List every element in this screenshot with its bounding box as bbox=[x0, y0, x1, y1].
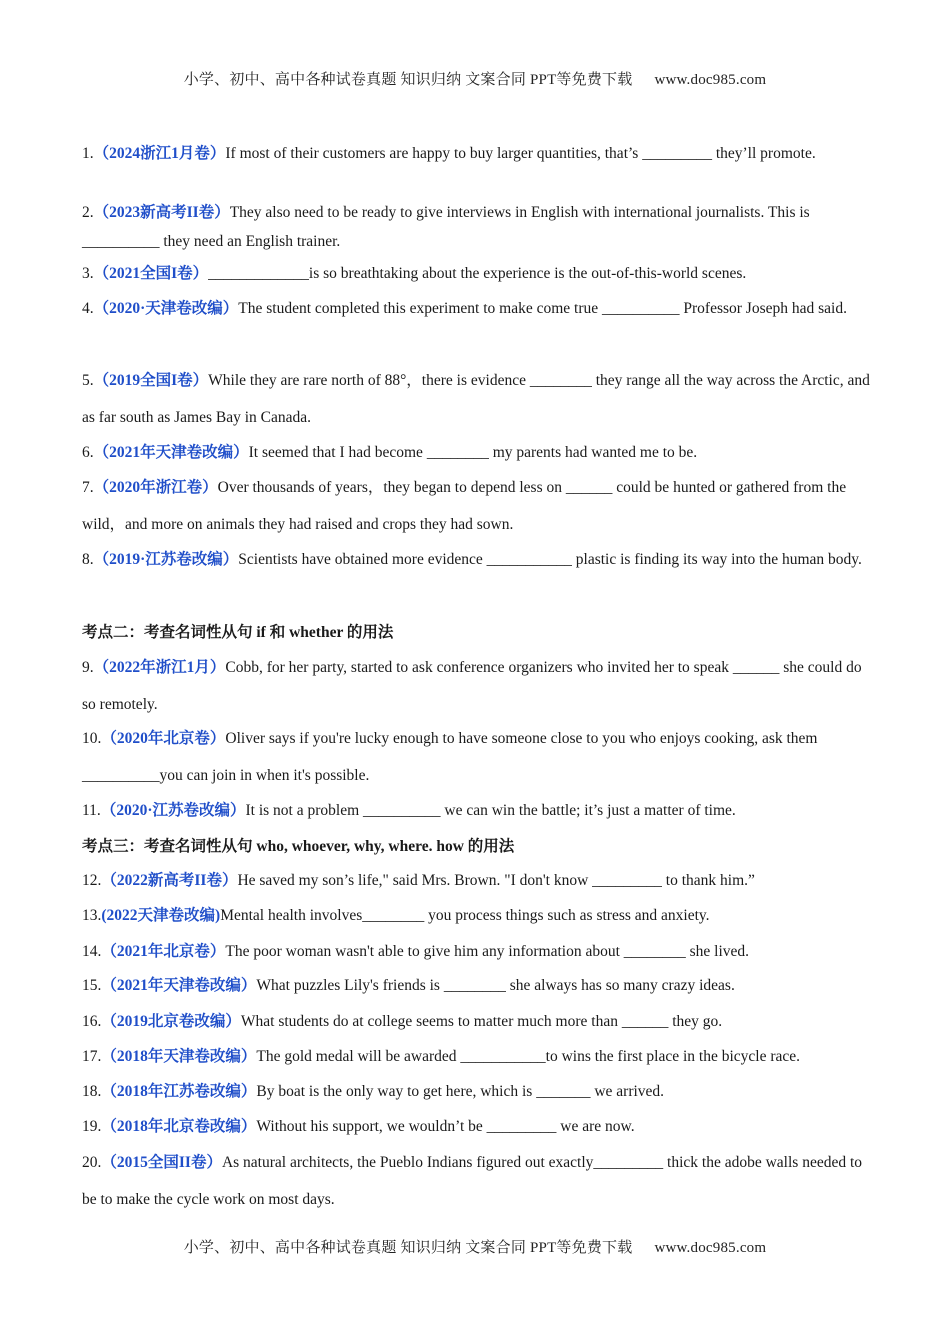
question-source: （2019·江苏卷改编） bbox=[93, 551, 239, 568]
question-text: The student completed this experiment to make come true __________ Professor Joseph had said. bbox=[238, 300, 847, 317]
question-number: 12. bbox=[82, 872, 102, 889]
question-text: Without his support, we wouldn’t be _________ we are now. bbox=[256, 1118, 635, 1135]
question-number: 6. bbox=[82, 444, 94, 461]
question-source: （2021年天津卷改编） bbox=[101, 977, 257, 994]
question-item bbox=[82, 649, 872, 723]
question-text: He saved my son’s life," said Mrs. Brown. "I don't know _________ to thank him.” bbox=[237, 872, 755, 889]
question-item bbox=[82, 720, 872, 794]
question-number: 4. bbox=[82, 300, 94, 317]
question-number: 13. bbox=[82, 907, 102, 924]
question-source: （2020·天津卷改编） bbox=[93, 300, 239, 317]
question-number: 19. bbox=[82, 1118, 102, 1135]
question-text: What students do at college seems to matter much more than ______ they go. bbox=[240, 1013, 723, 1030]
question-source: （2020·江苏卷改编） bbox=[100, 802, 246, 819]
question-text: As natural architects, the Pueblo Indians figured out exactly_________ thick the adobe walls needed to be to make the cycle work on most days. bbox=[82, 1154, 863, 1208]
question-source: （2019北京卷改编） bbox=[101, 1013, 241, 1030]
question-item bbox=[82, 971, 872, 1000]
question-item bbox=[82, 198, 872, 256]
question-source: （2019全国I卷） bbox=[93, 372, 209, 389]
question-text: By boat is the only way to get here, which is _______ we arrived. bbox=[256, 1083, 665, 1100]
question-text: _____________is so breathtaking about the experience is the out-of-this-world scenes. bbox=[208, 265, 747, 282]
question-source: （2021年天津卷改编） bbox=[93, 444, 249, 461]
question-number: 3. bbox=[82, 265, 94, 282]
question-number: 11. bbox=[82, 802, 101, 819]
question-text: Cobb, for her party, started to ask conference organizers who invited her to speak ______ she could do so remotely. bbox=[82, 659, 862, 713]
section-heading: 考点二：考查名词性从句 if 和 whether 的用法 bbox=[82, 624, 394, 641]
question-number: 17. bbox=[82, 1048, 102, 1065]
question-text: Oliver says if you're lucky enough to have someone close to you who enjoys cooking, ask them __________you can join in when it's possible. bbox=[82, 730, 818, 784]
question-text: While they are rare north of 88°，there is evidence ________ they range all the way across the Arctic, and as far south as James Bay in Canada. bbox=[82, 372, 870, 426]
section-heading: 考点三：考查名词性从句 who, whoever, why, where. how 的用法 bbox=[82, 838, 515, 855]
question-source: （2023新高考II卷） bbox=[93, 204, 230, 221]
question-number: 1. bbox=[82, 145, 94, 162]
question-source: （2022年浙江1月） bbox=[93, 659, 226, 676]
question-source: (2022天津卷改编) bbox=[101, 907, 221, 924]
question-text: It seemed that I had become ________ my parents had wanted me to be. bbox=[248, 444, 698, 461]
question-item bbox=[82, 796, 872, 825]
question-item bbox=[82, 1077, 872, 1106]
question-number: 15. bbox=[82, 977, 102, 994]
question-number: 10. bbox=[82, 730, 102, 747]
question-number: 5. bbox=[82, 372, 94, 389]
page-footer bbox=[0, 1236, 950, 1257]
question-text: What puzzles Lily's friends is ________ she always has so many crazy ideas. bbox=[256, 977, 735, 994]
question-source: （2021年北京卷） bbox=[101, 943, 226, 960]
question-item bbox=[82, 438, 872, 467]
question-item bbox=[82, 901, 872, 930]
question-text: They also need to be ready to give interviews in English with international journalists. This is __________ they need an English trainer. bbox=[82, 204, 810, 250]
question-text: If most of their customers are happy to buy larger quantities, that’s _________ they’ll promote. bbox=[225, 145, 816, 162]
question-item bbox=[82, 469, 872, 543]
question-source: （2024浙江1月卷） bbox=[93, 145, 226, 162]
question-source: （2018年北京卷改编） bbox=[101, 1118, 257, 1135]
question-item bbox=[82, 541, 872, 578]
question-number: 14. bbox=[82, 943, 102, 960]
question-item bbox=[82, 290, 872, 327]
question-item bbox=[82, 1007, 872, 1036]
question-text: The poor woman wasn't able to give him any information about ________ she lived. bbox=[225, 943, 750, 960]
header-text: 小学、初中、高中各种试卷真题 知识归纳 文案合同 PPT等免费下载 bbox=[183, 72, 633, 88]
question-number: 9. bbox=[82, 659, 94, 676]
page-header bbox=[0, 68, 950, 89]
question-item bbox=[82, 139, 872, 168]
question-number: 18. bbox=[82, 1083, 102, 1100]
question-text: It is not a problem __________ we can win the battle; it’s just a matter of time. bbox=[245, 802, 736, 819]
question-source: （2020年浙江卷） bbox=[93, 479, 218, 496]
question-text: Mental health involves________ you process things such as stress and anxiety. bbox=[220, 907, 710, 924]
question-item bbox=[82, 362, 872, 436]
question-source: （2018年天津卷改编） bbox=[101, 1048, 257, 1065]
header-site: www.doc985.com bbox=[654, 72, 767, 88]
question-text: Scientists have obtained more evidence ___________ plastic is finding its way into the human body. bbox=[238, 551, 862, 568]
question-source: （2022新高考II卷） bbox=[101, 872, 238, 889]
question-item bbox=[82, 1042, 872, 1071]
question-item bbox=[82, 937, 872, 966]
question-item bbox=[82, 1112, 872, 1141]
question-number: 8. bbox=[82, 551, 94, 568]
question-number: 7. bbox=[82, 479, 94, 496]
question-source: （2015全国II卷） bbox=[101, 1154, 222, 1171]
question-number: 20. bbox=[82, 1154, 102, 1171]
question-number: 16. bbox=[82, 1013, 102, 1030]
question-item bbox=[82, 866, 872, 895]
question-item bbox=[82, 1144, 872, 1218]
question-source: （2018年江苏卷改编） bbox=[101, 1083, 257, 1100]
footer-site: www.doc985.com bbox=[654, 1240, 767, 1256]
footer-text: 小学、初中、高中各种试卷真题 知识归纳 文案合同 PPT等免费下载 bbox=[183, 1240, 633, 1256]
question-text: Over thousands of years，they began to depend less on ______ could be hunted or gathered from the wild，and more on animals they had raised and crops they had sown. bbox=[82, 479, 847, 533]
question-source: （2021全国I卷） bbox=[93, 265, 209, 282]
question-number: 2. bbox=[82, 204, 94, 221]
question-text: The gold medal will be awarded ___________to wins the first place in the bicycle race. bbox=[256, 1048, 801, 1065]
question-item bbox=[82, 259, 872, 288]
question-source: （2020年北京卷） bbox=[101, 730, 226, 747]
